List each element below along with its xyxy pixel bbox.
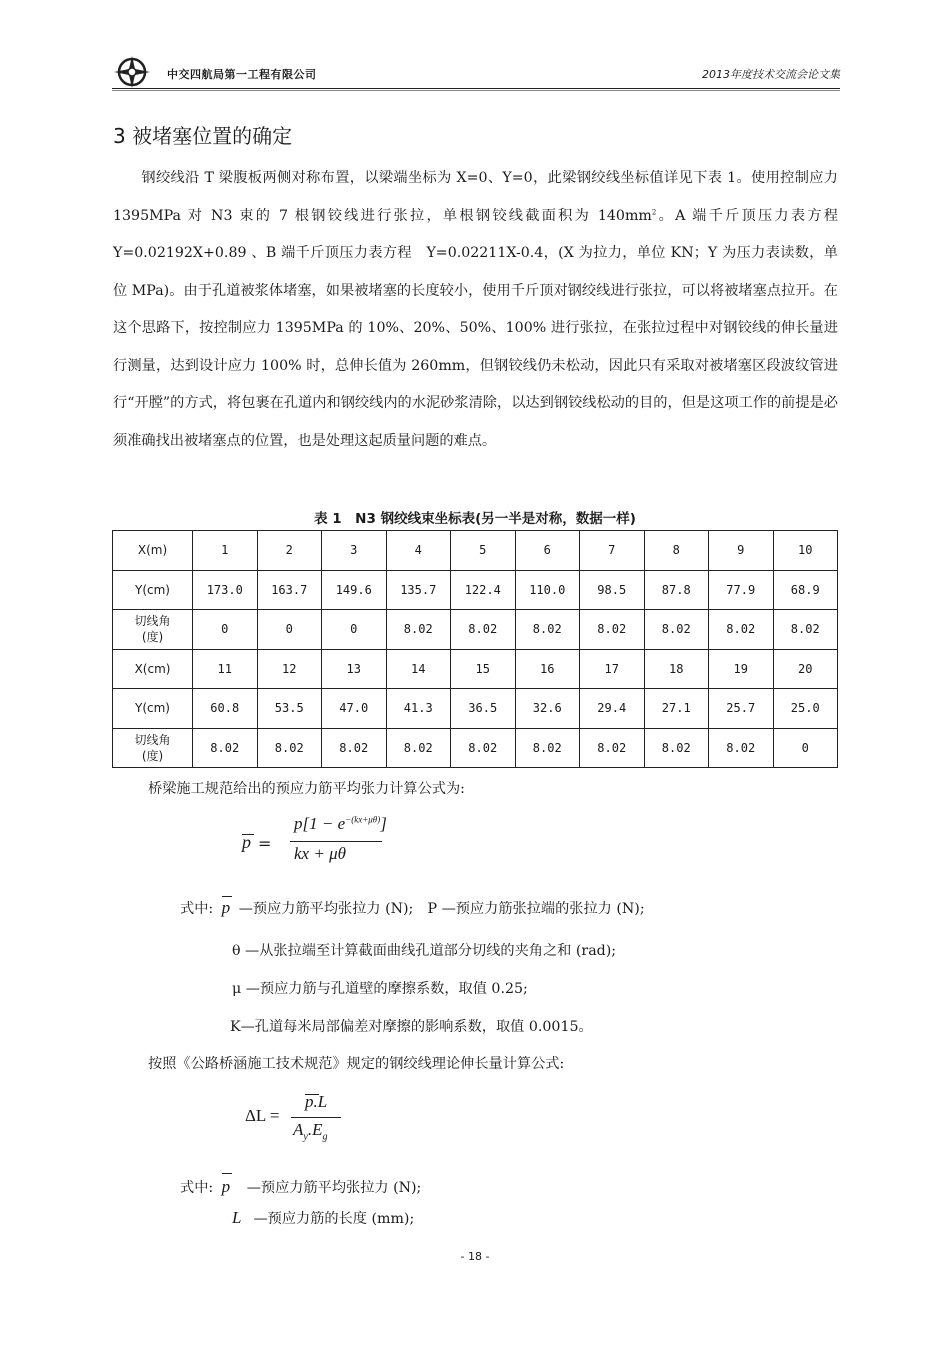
formula1-lhs: p — [242, 832, 251, 852]
table-cell: 8.02 — [386, 728, 451, 768]
definition-theta: θ —从张拉端至计算截面曲线孔道部分切线的夹角之和 (rad); — [232, 943, 617, 959]
formula1-denominator: kx + μθ — [294, 844, 346, 863]
table-row — [113, 610, 838, 650]
formula2-denominator: $A_y.E_g$ — [293, 1120, 328, 1143]
row-label: 切线角 (度) — [113, 728, 193, 768]
table-cell: 19 — [709, 649, 774, 689]
paragraph-part1: 钢绞线沿 T 梁腹板两侧对称布置，以梁端坐标为 X=0、Y=0，此梁钢绞线坐标值详见下表 1。使用控制应力 1395MPa 对 N3 束的 7 根钢铰线进行张拉，单根钢铰线截面积为 140mm — [113, 170, 838, 224]
table-cell: 8.02 — [451, 610, 516, 650]
table-cell: 68.9 — [773, 570, 838, 610]
company-logo-icon — [112, 54, 152, 90]
table-cell: 60.8 — [193, 689, 258, 729]
row-label: 切线角 (度) — [113, 610, 193, 650]
body-paragraph — [113, 160, 853, 460]
coordinate-table — [112, 530, 838, 768]
definition-p: 式中: p —预应力筋平均张拉力 (N); P —预应力筋张拉端的张拉力 (N); — [180, 898, 645, 917]
table-cell: 173.0 — [193, 570, 258, 610]
table-cell: 8.02 — [515, 610, 580, 650]
table-cell: 8.02 — [709, 728, 774, 768]
table-cell: 25.7 — [709, 689, 774, 729]
table-cell: 77.9 — [709, 570, 774, 610]
table-cell: 8.02 — [451, 728, 516, 768]
table-cell: 32.6 — [515, 689, 580, 729]
table-cell: 110.0 — [515, 570, 580, 610]
table-cell: 8.02 — [322, 728, 387, 768]
table-cell: 12 — [257, 649, 322, 689]
fraction-bar — [290, 841, 382, 842]
table-cell: 14 — [386, 649, 451, 689]
proceedings-title: 2013年度技术交流会论文集 — [702, 68, 840, 81]
table-cell: 8.02 — [580, 610, 645, 650]
table-cell: 29.4 — [580, 689, 645, 729]
table-cell: 2 — [257, 531, 322, 571]
definition-p-2: 式中: p —预应力筋平均张拉力 (N); — [180, 1177, 421, 1197]
table-cell: 8.02 — [773, 610, 838, 650]
table-cell: 0 — [322, 610, 387, 650]
table-cell: 47.0 — [322, 689, 387, 729]
row-label: X(m) — [113, 531, 193, 571]
table-cell: 8.02 — [257, 728, 322, 768]
table-cell: 15 — [451, 649, 516, 689]
table-cell: 122.4 — [451, 570, 516, 610]
table-cell: 27.1 — [644, 689, 709, 729]
company-name: 中交四航局第一工程有限公司 — [167, 68, 317, 81]
table-row — [113, 649, 838, 689]
table-cell: 5 — [451, 531, 516, 571]
table-cell: 11 — [193, 649, 258, 689]
formula2-numerator: p.L — [305, 1092, 328, 1111]
table-cell: 0 — [257, 610, 322, 650]
average-tension-formula — [240, 812, 400, 872]
table-cell: 8.02 — [386, 610, 451, 650]
definition-mu: μ —预应力筋与孔道壁的摩擦系数，取值 0.25; — [232, 981, 528, 997]
table-cell: 98.5 — [580, 570, 645, 610]
section-title: 3 被堵塞位置的确定 — [113, 124, 293, 148]
elongation-formula — [245, 1090, 365, 1150]
table-cell: 8 — [644, 531, 709, 571]
table-cell: 18 — [644, 649, 709, 689]
page-number: - 18 - — [460, 1250, 490, 1263]
table-cell: 13 — [322, 649, 387, 689]
header-divider — [112, 88, 840, 89]
row-label: Y(cm) — [113, 570, 193, 610]
table-cell: 10 — [773, 531, 838, 571]
table-cell: 4 — [386, 531, 451, 571]
table-cell: 9 — [709, 531, 774, 571]
formula1-numerator: $p[1 - e^{-(kx+\mu\theta)}]$ — [294, 814, 387, 833]
page-header — [112, 52, 840, 92]
table-cell: 36.5 — [451, 689, 516, 729]
header-divider-thin — [112, 90, 840, 91]
table-cell: 25.0 — [773, 689, 838, 729]
equals-sign: = — [258, 834, 272, 853]
row-label: Y(cm) — [113, 689, 193, 729]
table-cell: 20 — [773, 649, 838, 689]
table-cell: 8.02 — [580, 728, 645, 768]
table-cell: 135.7 — [386, 570, 451, 610]
superscript-2: 2 — [651, 207, 657, 216]
table-cell: 17 — [580, 649, 645, 689]
table-cell: 0 — [773, 728, 838, 768]
table-cell: 8.02 — [515, 728, 580, 768]
definition-l: L —预应力筋的长度 (mm); — [232, 1208, 415, 1227]
formula2-lhs: ΔL = — [245, 1106, 280, 1125]
definition-k: K—孔道每米局部偏差对摩擦的影响系数，取值 0.0015。 — [230, 1019, 593, 1035]
table-cell: 6 — [515, 531, 580, 571]
paragraph-part2: 。A 端千斤顶压力表方程 Y=0.02192X+0.89 、B 端千斤顶压力表方程 Y=0.02211X-0.4，(X 为拉力，单位 KN；Y 为压力表读数，单位 MPa)。由于孔道被浆体堵塞，如果被堵塞的长度较小，使用千斤顶对钢绞线进行张拉，可以将被堵塞点拉开。在这个思路下，按控制应力 1395MPa 的 10%、20%、50%、100% 进行张拉，在张拉过程中对钢铰线的伸长量进行测量，达到设计应力 100% 时，总伸长值为 260mm，但钢铰线仍未松动，因此只有采取对被堵塞区段波纹管进行“开膛”的方式，将包裹在孔道内和钢绞线内的水泥砂浆清除，以达到钢铰线松动的目的，但是这项工作的前提是必须准确找出被堵塞点的位置，也是处理这起质量问题的难点。 — [113, 207, 853, 449]
formula-intro: 桥梁施工规范给出的预应力筋平均张力计算公式为: — [148, 781, 465, 797]
table-cell: 53.5 — [257, 689, 322, 729]
table-cell: 8.02 — [644, 610, 709, 650]
row-label: X(cm) — [113, 649, 193, 689]
table-cell: 87.8 — [644, 570, 709, 610]
table-cell: 16 — [515, 649, 580, 689]
table-cell: 8.02 — [709, 610, 774, 650]
table-cell: 7 — [580, 531, 645, 571]
table-cell: 41.3 — [386, 689, 451, 729]
table-row — [113, 728, 838, 768]
table-cell: 8.02 — [193, 728, 258, 768]
table-row — [113, 531, 838, 571]
table-cell: 3 — [322, 531, 387, 571]
fraction-bar-2 — [291, 1117, 341, 1118]
table-row — [113, 689, 838, 729]
table-cell: 149.6 — [322, 570, 387, 610]
table-cell: 163.7 — [257, 570, 322, 610]
table-cell: 1 — [193, 531, 258, 571]
table-cell: 0 — [193, 610, 258, 650]
table-caption: 表 1 N3 钢绞线束坐标表(另一半是对称，数据一样) — [314, 511, 636, 527]
table-cell: 8.02 — [644, 728, 709, 768]
table-row — [113, 570, 838, 610]
formula2-intro: 按照《公路桥涵施工技术规范》规定的钢绞线理论伸长量计算公式: — [148, 1056, 565, 1072]
